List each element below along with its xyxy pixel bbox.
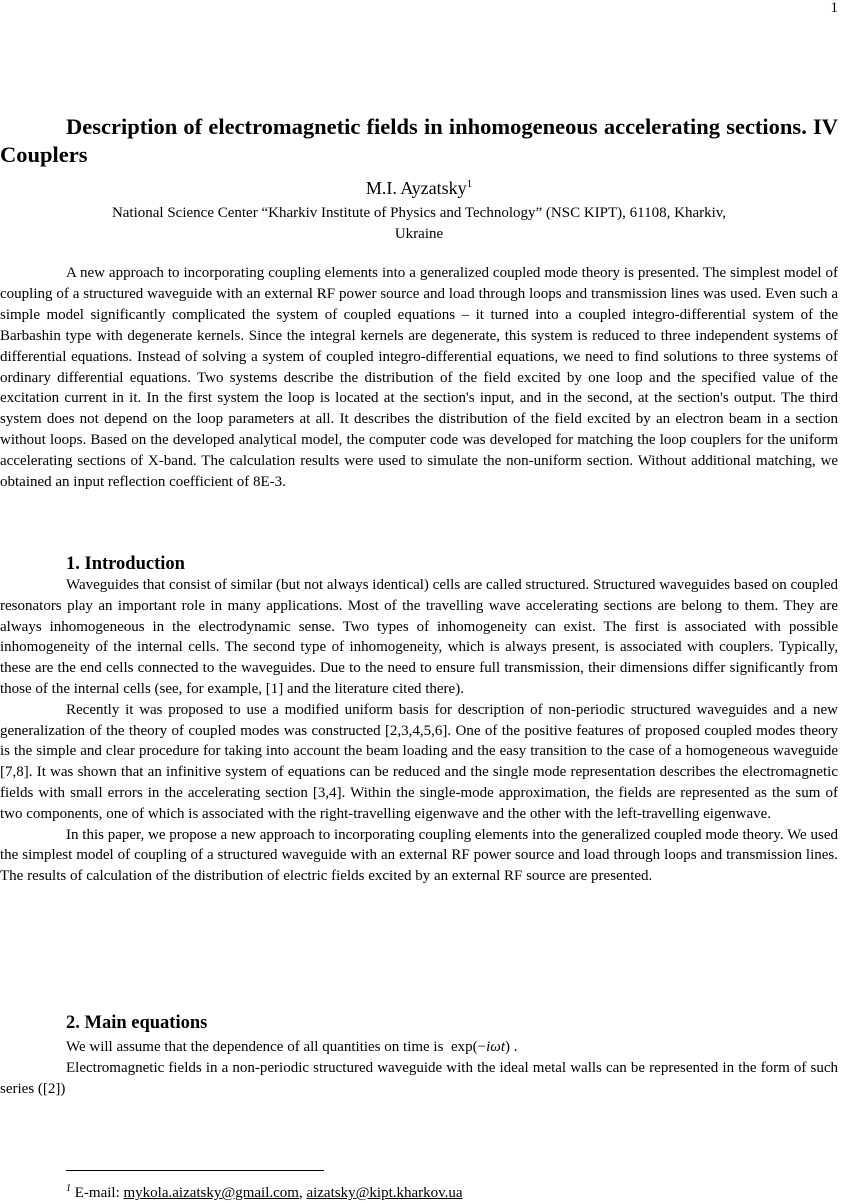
- main-equations-body: [0, 1037, 838, 1099]
- introduction-body: [0, 575, 838, 887]
- email-link-kipt[interactable]: aizatsky@kipt.kharkov.ua: [306, 1185, 463, 1201]
- formula-prefix: exp(−: [450, 1039, 487, 1055]
- author-footnote-mark[interactable]: 1: [466, 178, 473, 190]
- main-paragraph-1-end: .: [513, 1039, 518, 1055]
- footnote-separator: [66, 1170, 324, 1171]
- affiliation-line-1: National Science Center “Kharkiv Institute of Physics and Technology” (NSC KIPT), 61108, Kharkiv,: [111, 205, 727, 221]
- time-dependence-formula: [451, 1039, 510, 1055]
- footnote-separator-comma: ,: [298, 1185, 303, 1201]
- intro-paragraph-1: Waveguides that consist of similar (but not always identical) cells are called structured. Structured waveguides based on coupled resonators play an important role in many applications. Most of the travelling wave accelerating sections are belong to them. They are always inhomogeneous in the electrodynamic sense. Two types of inhomogeneity can exist. The first is associated with possible inhomogeneity of the internal cells. The second type of inhomogeneity, which is always present, is associated with couplers. Typically, these are the end cells connected to the waveguides. Due to the need to ensure full transmission, their dimensions differ significantly from those of the internal cells (see, for example, [1] and the literature cited there).: [0, 577, 838, 697]
- formula-variable: iωt: [486, 1039, 506, 1055]
- author-name: M.I. Ayzatsky: [365, 178, 467, 198]
- section-heading-main-equations: 2. Main equations: [66, 1013, 208, 1033]
- intro-paragraph-2: Recently it was proposed to use a modified uniform basis for description of non-periodic structured waveguides and a new generalization of the theory of coupled modes was constructed [2,3,4,5,6]. One of the positive features of proposed coupled modes theory is the simple and clear procedure for taking into account the beam loading and the easy transition to the case of a homogeneous waveguide [7,8]. It was shown that an infinitive system of equations can be reduced and the single mode representation describes the electromagnetic fields with small errors in the accelerating section [3,4]. Within the single-mode approximation, the fields are represented as the sum of two components, one of which is associated with the right-travelling eigenwave and the other with the left-travelling eigenwave.: [0, 701, 838, 822]
- formula-suffix: ): [505, 1039, 511, 1055]
- intro-paragraph-3: In this paper, we propose a new approach to incorporating coupling elements into the generalized coupled mode theory. We used the simplest model of coupling of a structured waveguide with an external RF power source and load through loops and transmission lines. The results of calculation of the distribution of electric fields excited by an external RF source are presented.: [0, 826, 838, 885]
- footnote: [66, 1179, 463, 1203]
- email-link-gmail[interactable]: mykola.aizatsky@gmail.com: [123, 1185, 299, 1201]
- main-paragraph-1-text: We will assume that the dependence of all quantities on time is: [66, 1039, 444, 1055]
- main-paragraph-1: [0, 1037, 838, 1058]
- author-line: [0, 177, 838, 199]
- affiliation-line-2: Ukraine: [394, 226, 444, 242]
- footnote-mark: 1: [66, 1183, 71, 1194]
- footnote-label: E-mail:: [74, 1185, 120, 1201]
- abstract: A new approach to incorporating coupling elements into a generalized coupled mode theory is presented. The simplest model of coupling of a structured waveguide with an external RF power source and load through loops and transmission lines was used. Even such a simple model significantly complicated the system of coupled equations – it turned into a coupled integro-differential system of the Barbashin type with degenerate kernels. Since the integral kernels are degenerate, this system is reduced to three independent systems of differential equations. Instead of solving a system of coupled integro-differential equations, we need to find solutions to three systems of ordinary differential equations. Two systems describe the distribution of the field excited by one loop and the specified value of the excitation current in it. In the first system the loop is located at the section's input, and in the second, at the section's output. The third system does not depend on the loop parameters at all. It describes the distribution of the field excited by an electron beam in a section without loops. Based on the developed analytical model, the computer code was developed for matching the loop couplers for the uniform accelerating sections of X-band. The calculation results were used to simulate the non-uniform section. Without additional matching, we obtained an input reflection coefficient of 8E-3.: [0, 265, 838, 491]
- section-heading-introduction: 1. Introduction: [66, 554, 185, 574]
- paper-title: Description of electromagnetic fields in inhomogeneous accelerating sections. IV Couplers: [0, 114, 838, 167]
- affiliation: [0, 203, 838, 245]
- main-paragraph-2: Electromagnetic fields in a non-periodic structured waveguide with the ideal metal walls can be represented in the form of such series ([2]): [0, 1059, 838, 1097]
- page-number: 1: [830, 0, 838, 16]
